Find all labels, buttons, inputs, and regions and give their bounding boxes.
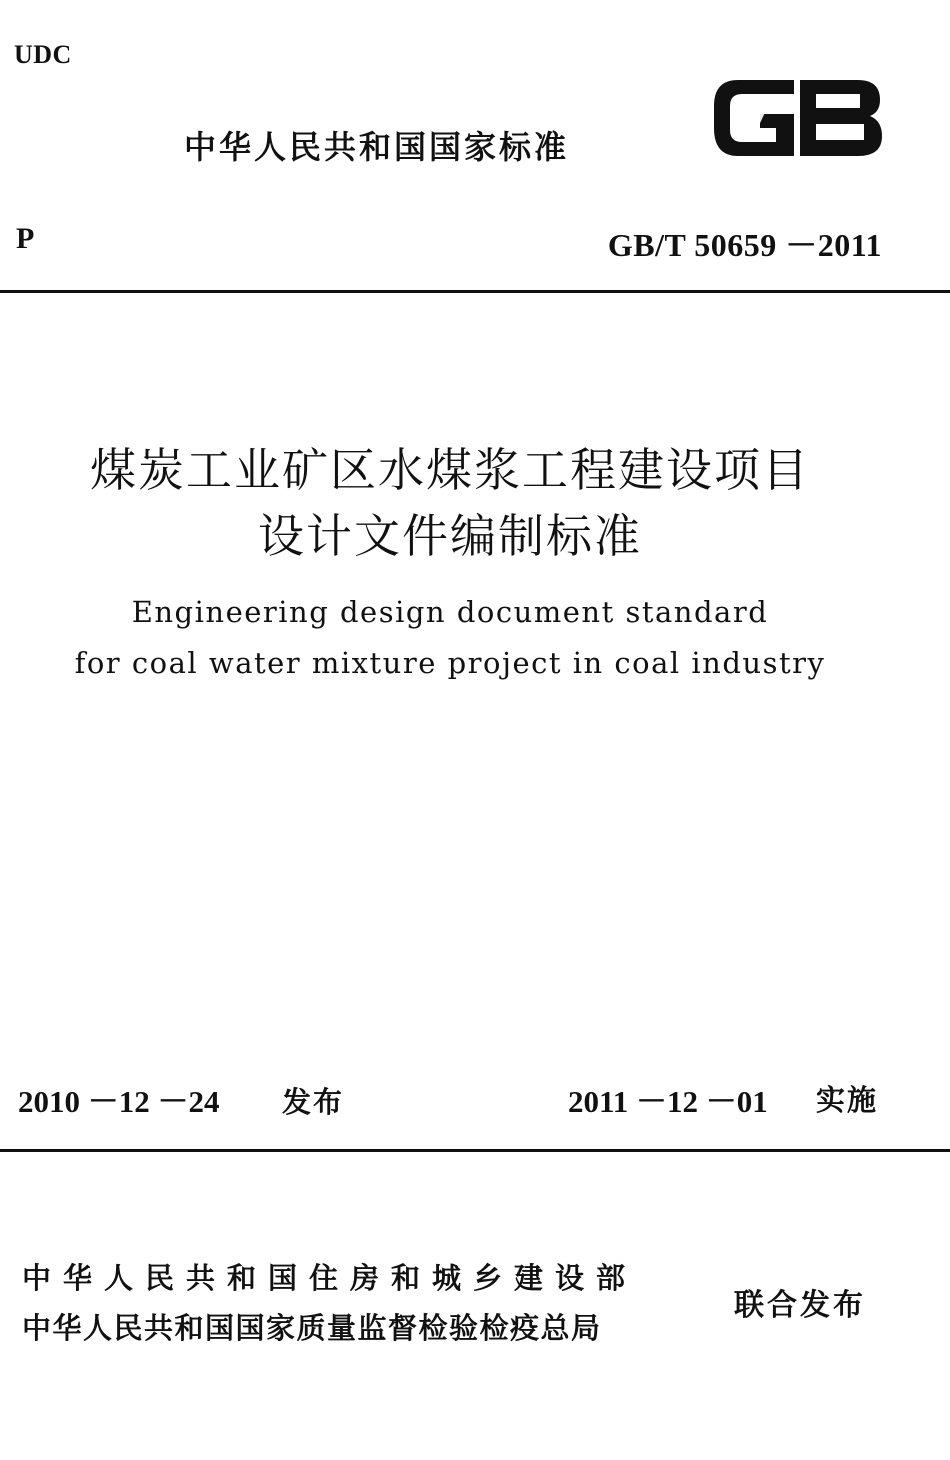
title-chinese-line1: 煤炭工业矿区水煤浆工程建设项目 [90,443,810,497]
bottom-divider [0,1149,950,1152]
joint-issue-label: 联合发布 [734,1288,866,1323]
national-standard-heading: 中华人民共和国国家标准 [184,128,570,166]
issuer-ministry-housing: 中华人民共和国住房和城乡建设部 [22,1261,638,1295]
title-english-line1: Engineering design document standard [131,595,769,629]
issuer-quality-supervision: 中华人民共和国国家质量监督检验检疫总局 [22,1311,602,1345]
standard-number: GB/T 50659 －2011 [607,227,882,263]
title-chinese-line2: 设计文件编制标准 [258,509,642,563]
classification-code: P [16,222,35,255]
issue-date: 2010 －12 －24 [18,1084,220,1119]
implementation-label: 实施 [816,1083,879,1117]
issue-label: 发布 [282,1085,345,1119]
udc-label: UDC [14,40,72,69]
gb-logo [708,66,886,166]
title-english-line2: for coal water mixture project in coal industry [74,646,826,680]
implementation-date: 2011 －12 －01 [568,1084,768,1119]
top-divider [0,290,950,293]
